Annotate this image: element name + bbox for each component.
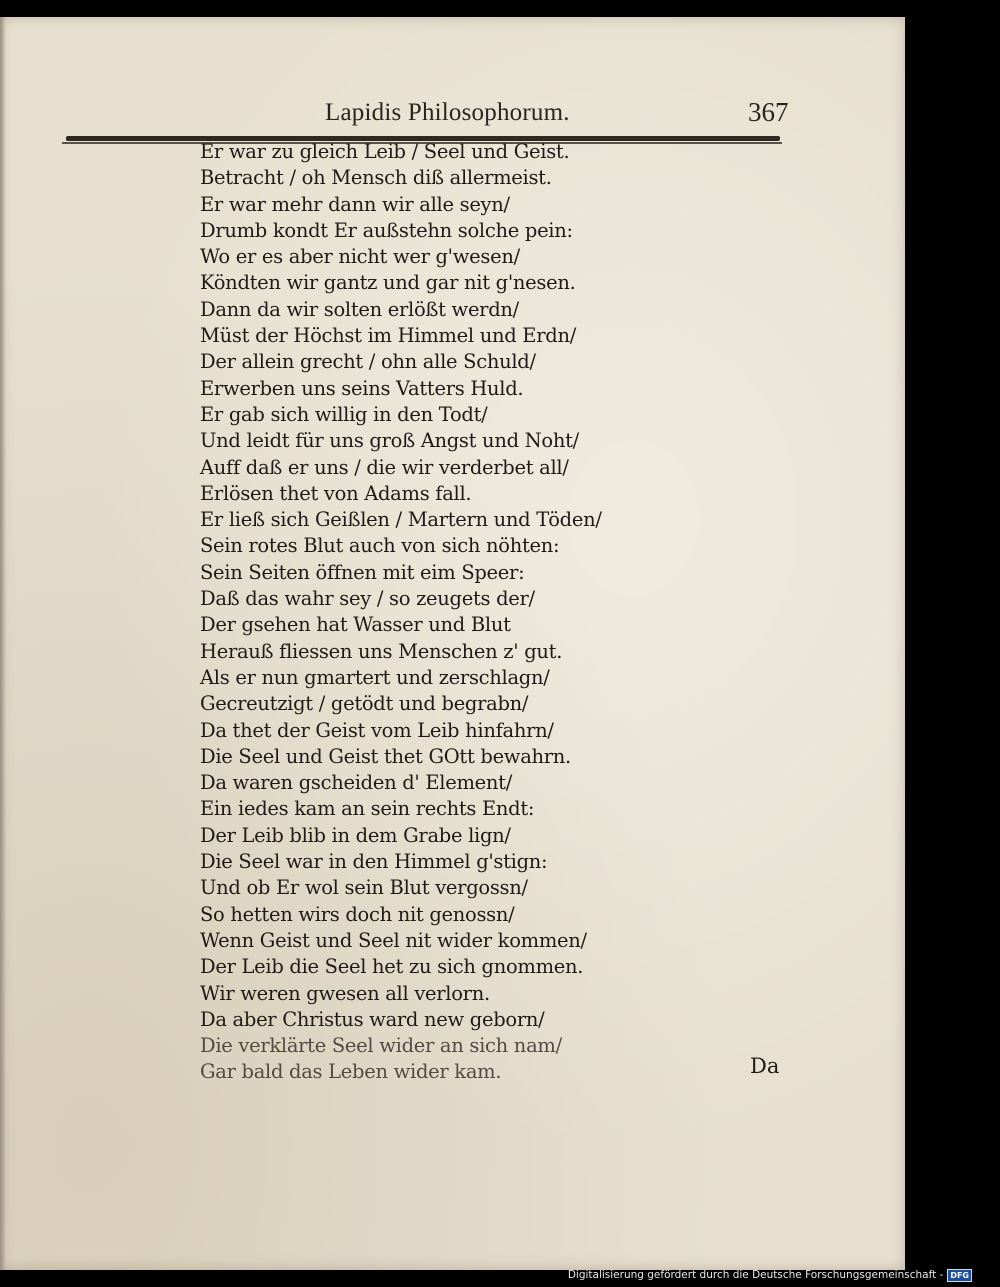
verse-line: Sein rotes Blut auch von sich nöhten:	[200, 534, 560, 558]
verse-line: Als er nun gmartert und zerschlagn/	[200, 665, 550, 689]
verse-line: Gecreutzigt / getödt und begrabn/	[200, 692, 529, 716]
catchword: Da	[750, 1054, 780, 1078]
verse-line: Herauß fliessen uns Menschen z' gut.	[200, 639, 563, 663]
verse-line: Erwerben uns seins Vatters Huld.	[200, 376, 524, 400]
verse-line: Auff daß er uns / die wir verderbet all/	[200, 455, 569, 479]
verse-line: Er ließ sich Geißlen / Martern und Töden/	[200, 508, 602, 532]
verse-line: Müst der Höchst im Himmel und Erdn/	[200, 324, 576, 348]
verse-line: Daß das wahr sey / so zeugets der/	[200, 587, 535, 611]
verse-line: Er gab sich willig in den Todt/	[200, 402, 488, 426]
verse-line: Da aber Christus ward new geborn/	[200, 1007, 545, 1031]
verse-line: Die Seel war in den Himmel g'stign:	[200, 850, 548, 874]
verse-line: So hetten wirs doch nit genossn/	[200, 902, 515, 926]
verse-line: Wo er es aber nicht wer g'wesen/	[200, 245, 520, 269]
digitization-credit	[568, 1268, 972, 1282]
verse-line: Wenn Geist und Seel nit wider kommen/	[200, 928, 587, 952]
verse-line: Er war zu gleich Leib / Seel und Geist.	[200, 140, 570, 163]
verse-line: Und ob Er wol sein Blut vergossn/	[200, 876, 528, 900]
verse-line: Der Leib blib in dem Grabe lign/	[200, 823, 511, 847]
verse-line: Ein iedes kam an sein rechts Endt:	[200, 797, 535, 821]
page-header	[0, 87, 905, 127]
verse-line: Der gsehen hat Wasser und Blut	[200, 613, 511, 637]
verse-line: Er war mehr dann wir alle seyn/	[200, 192, 510, 216]
verse-line: Wir weren gwesen all verlorn.	[200, 981, 490, 1005]
verse-line: Köndten wir gantz und gar nit g'nesen.	[200, 271, 576, 295]
verse-line: Die verklärte Seel wider an sich nam/	[200, 1034, 562, 1058]
verse-text	[200, 139, 620, 1086]
verse-line: Erlösen thet von Adams fall.	[200, 481, 472, 505]
book-page	[0, 17, 905, 1270]
verse-line: Betracht / oh Mensch diß allermeist.	[200, 166, 552, 190]
verse-line: Gar bald das Leben wider kam.	[200, 1060, 502, 1084]
verse-line: Dann da wir solten erlößt werdn/	[200, 297, 519, 321]
page-number: 367	[748, 97, 789, 127]
verse-line: Drumb kondt Er außstehn solche pein:	[200, 218, 573, 242]
page-gutter-shadow	[0, 17, 6, 1270]
verse-line: Der Leib die Seel het zu sich gnommen.	[200, 955, 584, 979]
verse-line: Der allein grecht / ohn alle Schuld/	[200, 350, 536, 374]
running-title: Lapidis Philosophorum.	[325, 99, 570, 126]
credit-text: Digitalisierung gefördert durch die Deutsche Forschungsgemeinschaft -	[567, 1269, 944, 1281]
verse-line: Da waren gscheiden d' Element/	[200, 771, 512, 795]
verse-line: Und leidt für uns groß Angst und Noht/	[200, 429, 579, 453]
dfg-logo-icon: DFG	[947, 1269, 972, 1282]
verse-line: Sein Seiten öffnen mit eim Speer:	[200, 560, 525, 584]
verse-line: Die Seel und Geist thet GOtt bewahrn.	[200, 744, 571, 768]
verse-line: Da thet der Geist vom Leib hinfahrn/	[200, 718, 554, 742]
